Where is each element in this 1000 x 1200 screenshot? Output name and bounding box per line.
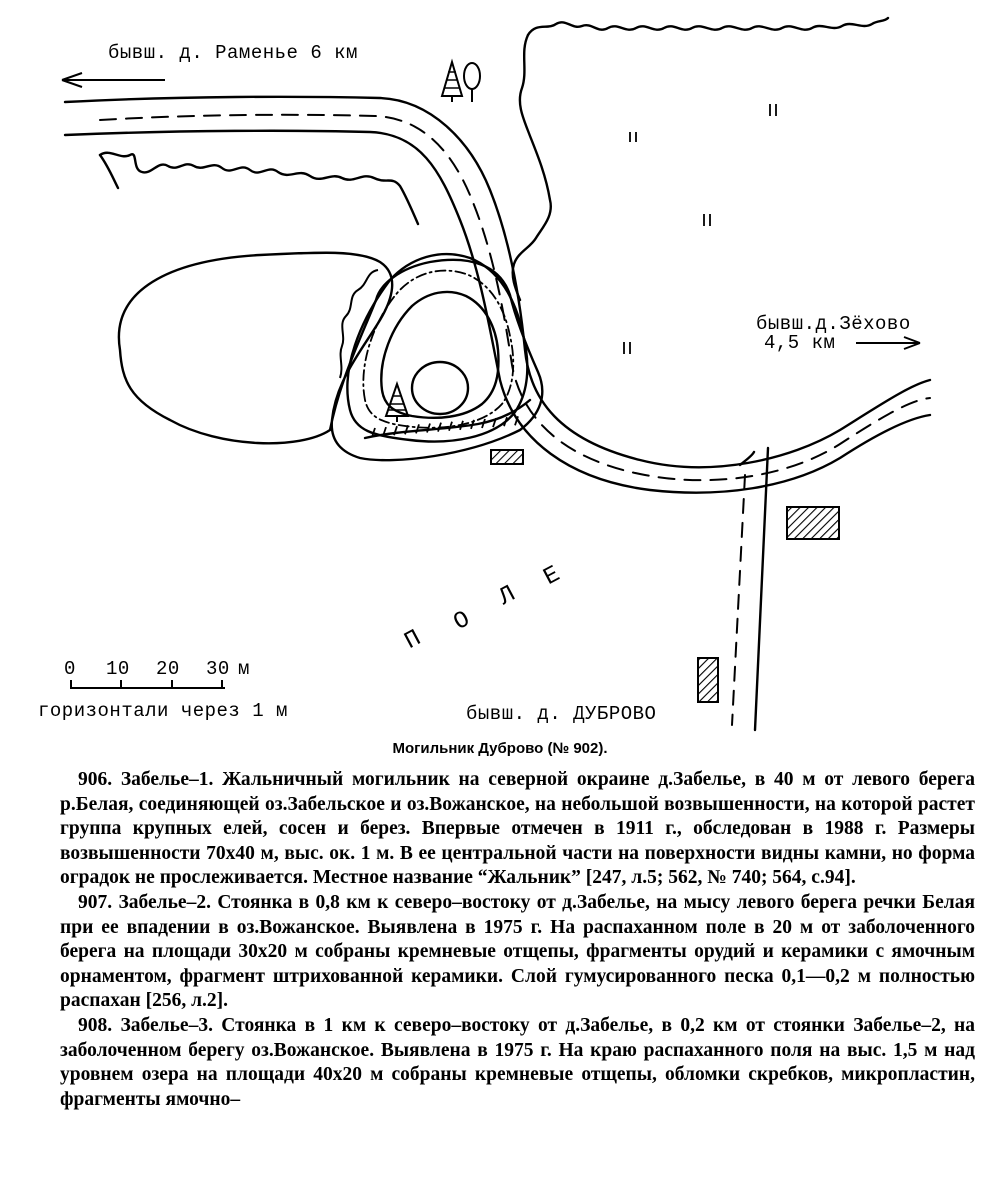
entry-number: 906.	[78, 769, 113, 790]
label-dubrovo: бывш. д. ДУБРОВО	[466, 703, 657, 725]
label-zyokhovo-name: бывш.д.Зёхово	[756, 313, 911, 335]
entry-908	[60, 1014, 975, 1112]
contour-summit	[412, 362, 468, 414]
field-letter-p: П	[400, 625, 426, 656]
building-south	[698, 658, 718, 702]
entry-title: Забелье–2.	[118, 891, 211, 913]
building-east	[787, 507, 839, 539]
contour-interval-note: горизонтали через 1 м	[38, 700, 288, 722]
arrow-zyokhovo-icon	[856, 337, 920, 349]
contour-mound-3	[381, 292, 498, 418]
lane-east-edge	[755, 448, 768, 730]
label-zyokhovo-distance: 4,5 км	[764, 332, 836, 354]
building-near-mound	[491, 450, 523, 464]
road-south-edge	[65, 131, 930, 493]
tree-icon-mound	[386, 384, 408, 422]
forest-edge-left-tail	[100, 155, 118, 188]
lane-dashes	[732, 475, 745, 725]
field-letter-e: Е	[539, 561, 565, 592]
entry-title: Забелье–1.	[120, 769, 214, 790]
entry-body: Стоянка в 1 км к северо–востоку от д.Забелье, в 0,2 км от стоянки Забелье–2, на заболоченном берегу оз.Вожанское. Выявлена в 1975 г. На краю распаханного поля на выс. 1,5 м над уровнем озера на площади 40х20 м собраны кремневые отщепы, обломки скребков, микропластин, фрагменты ямочно–	[60, 1014, 976, 1110]
forest-edge-top-descent	[513, 35, 551, 300]
entry-body: Жальничный могильник на северной окраине д.Забелье, в 40 м от левого берега р.Белая, соединяющей оз.Забельское и оз.Вожанское, на небольшой возвышенности, на которой растет группа крупных елей, сосен и берез. Впервые отмечен в 1911 г., обследован в 1988 г. Размеры возвышенности 70х40 м, выс. ок. 1 м. В ее центральной части на поверхности видны камни, но форма оградок не прослеживается. Местное название “Жальник” [247, л.5; 562, № 740; 564, с.94].	[60, 769, 975, 889]
catalog-entries	[60, 768, 975, 1112]
forest-edge-left	[100, 153, 418, 224]
meadow-marks	[624, 104, 776, 354]
label-ramenye: бывш. д. Раменье 6 км	[108, 42, 358, 64]
scale-tick-0: 0	[64, 658, 76, 680]
scale-unit: м	[238, 658, 250, 680]
scale-tick-20: 20	[156, 658, 180, 680]
escarpment-tick	[449, 422, 452, 431]
scale-bar	[70, 680, 225, 688]
arrow-ramenye-icon	[62, 73, 165, 87]
scale-tick-30: 30	[206, 658, 230, 680]
mound-vegetation-edge	[340, 270, 378, 378]
tree-icon-top	[442, 62, 480, 102]
escarpment-tick	[416, 424, 419, 433]
entry-body: Стоянка в 0,8 км к северо–востоку от д.Забелье, на мысу левого берега речки Белая при ее впадении в оз.Вожанское. Выявлена в 1975 г. На распаханном поле в 20 м от заболоченного берега на площади 30х20 м собраны кремневые отщепы, фрагменты орудий и керамики с ямочным орнаментом, фрагмент штрихованной керамики. Слой гумусированного песка 0,1—0,2 м полностью распахан [256, л.2].	[60, 891, 976, 1012]
entry-number: 908.	[78, 1014, 113, 1036]
figure-caption: Могильник Дуброво (№ 902).	[392, 740, 608, 757]
entry-907	[60, 891, 975, 1014]
forest-edge-top	[528, 18, 888, 35]
entry-title: Забелье–3.	[120, 1014, 213, 1036]
entry-906	[60, 768, 975, 891]
field-letter-l: Л	[494, 581, 520, 612]
field-letter-o: О	[449, 606, 475, 637]
entry-number: 907.	[78, 891, 113, 913]
scale-tick-10: 10	[106, 658, 130, 680]
